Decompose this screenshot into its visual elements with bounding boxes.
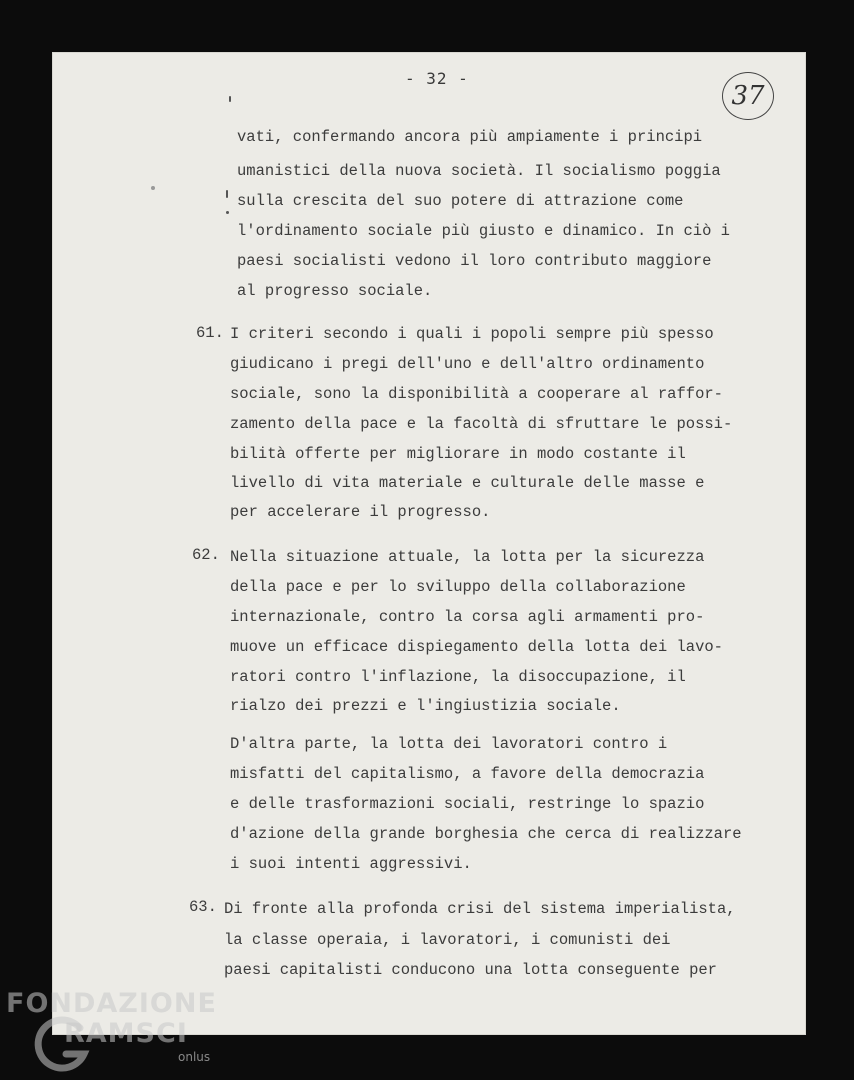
body-line: D'altra parte, la lotta dei lavoratori contro i [230, 735, 668, 753]
paragraph-number: 63. [189, 898, 217, 916]
body-line: sulla crescita del suo potere di attrazione come [237, 192, 684, 210]
body-line: della pace e per lo sviluppo della collaborazione [230, 578, 686, 596]
body-line: misfatti del capitalismo, a favore della democrazia [230, 765, 705, 783]
watermark-suffix: onlus [178, 1050, 211, 1064]
body-line: paesi socialisti vedono il loro contributo maggiore [237, 252, 712, 270]
body-line: Nella situazione attuale, la lotta per la sicurezza [230, 548, 705, 566]
body-line: umanistici della nuova società. Il socialismo poggia [237, 162, 721, 180]
archive-page-mark: 37 [722, 72, 774, 120]
body-line: vati, confermando ancora più ampiamente i principi [237, 128, 703, 146]
body-line: l'ordinamento sociale più giusto e dinamico. In ciò i [237, 222, 730, 240]
body-line: al progresso sociale. [237, 282, 433, 300]
body-line: I criteri secondo i quali i popoli sempre più spesso [230, 325, 714, 343]
margin-mark [226, 190, 228, 198]
body-line: zamento della pace e la facoltà di sfruttare le possi- [230, 415, 733, 433]
body-line: sociale, sono la disponibilità a cooperare al raffor- [230, 385, 723, 403]
paragraph-number: 61. [196, 324, 224, 342]
margin-mark [226, 211, 229, 214]
body-line: Di fronte alla profonda crisi del sistema imperialista, [224, 900, 736, 918]
margin-mark [151, 186, 155, 190]
body-line: i suoi intenti aggressivi. [230, 855, 472, 873]
margin-mark [229, 96, 231, 102]
body-line: giudicano i pregi dell'uno e dell'altro ordinamento [230, 355, 705, 373]
body-line: ratori contro l'inflazione, la disoccupazione, il [230, 668, 686, 686]
body-line: la classe operaia, i lavoratori, i comunisti dei [224, 931, 671, 949]
body-line: paesi capitalisti conducono una lotta conseguente per [224, 961, 717, 979]
body-line: e delle trasformazioni sociali, restringe lo spazio [230, 795, 705, 813]
fondazione-gramsci-watermark [6, 988, 236, 1080]
body-line: d'azione della grande borghesia che cerca di realizzare [230, 825, 742, 843]
paragraph-number: 62. [192, 546, 220, 564]
watermark-line2: RAMSCI [64, 1018, 188, 1049]
page-number: - 32 - [405, 69, 469, 88]
body-line: muove un efficace dispiegamento della lotta dei lavo- [230, 638, 723, 656]
body-line: per accelerare il progresso. [230, 503, 491, 521]
body-line: bilità offerte per migliorare in modo costante il [230, 445, 686, 463]
watermark-line1: FONDAZIONE [6, 988, 217, 1019]
body-line: internazionale, contro la corsa agli armamenti pro- [230, 608, 705, 626]
body-line: rialzo dei prezzi e l'ingiustizia sociale. [230, 697, 621, 715]
body-line: livello di vita materiale e culturale delle masse e [230, 474, 705, 492]
